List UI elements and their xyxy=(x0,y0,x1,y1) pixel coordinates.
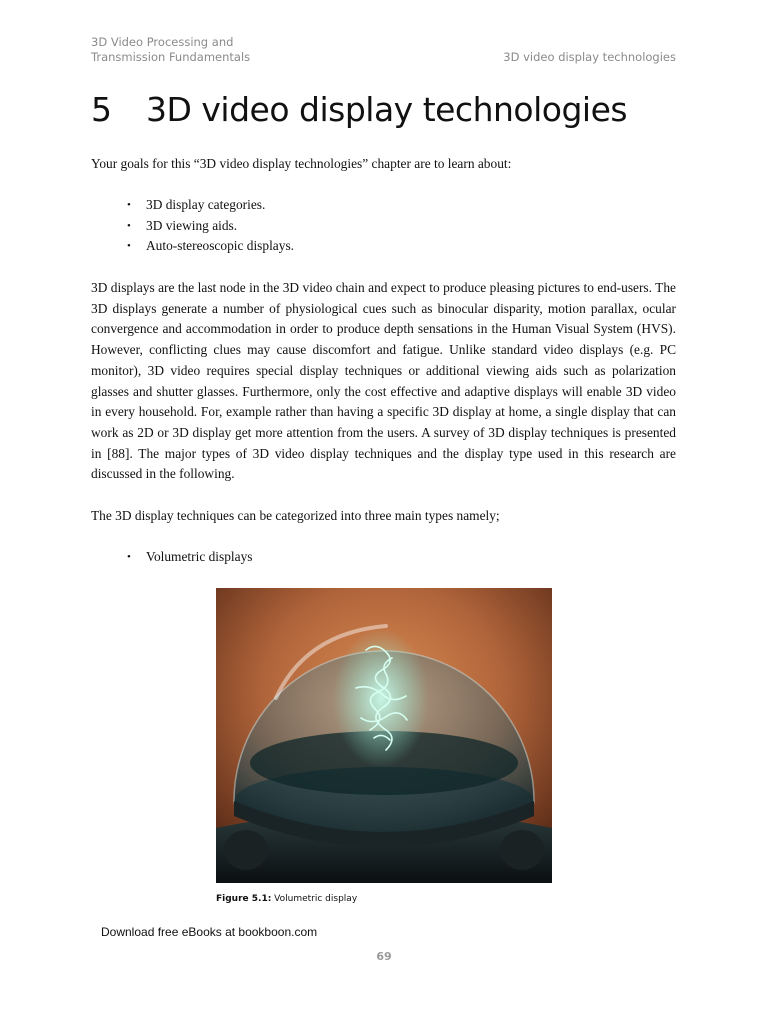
book-title xyxy=(91,35,250,65)
list-item: • 3D viewing aids. xyxy=(91,216,294,237)
chapter-heading xyxy=(91,90,627,129)
figure-label: Figure 5.1: xyxy=(216,894,272,904)
page-number: 69 xyxy=(376,950,392,963)
list-item: • 3D display categories. xyxy=(91,195,294,216)
list-item: • Auto-stereoscopic displays. xyxy=(91,236,294,257)
figure-caption-text: Volumetric display xyxy=(271,894,358,904)
list-item: • Volumetric displays xyxy=(91,547,253,568)
volumetric-display-illustration xyxy=(216,588,552,883)
chapter-number: 5 xyxy=(91,90,112,129)
body-paragraph: The 3D display techniques can be categorized into three main types namely; xyxy=(91,508,500,523)
chapter-goals-intro: Your goals for this “3D video display technologies” chapter are to learn about: xyxy=(91,156,512,171)
chapter-running-title: 3D video display technologies xyxy=(503,50,676,64)
figure-caption xyxy=(216,894,357,904)
book-title-line-2: Transmission Fundamentals xyxy=(91,50,251,64)
chapter-title: 3D video display technologies xyxy=(146,90,628,129)
goals-list xyxy=(91,195,294,257)
volumetric-display-image xyxy=(216,588,552,883)
running-header xyxy=(91,35,676,69)
body-paragraph: 3D displays are the last node in the 3D video chain and expect to produce pleasing pictures to end-users. The 3D displays generate a number of physiological cues such as binocular disparity, motion parallax, ocular convergence and accommodation in order to produce depth sensations in the Human Visual System (HVS). However, conflicting clues may cause discomfort and fatigue. Unlike standard video displays (e.g. PC monitor), 3D video requires special display techniques or additional viewing aids such as polarization glasses and shutter glasses. Furthermore, only the cost effective and adaptive displays will enable 3D video in every household. For, example rather than having a specific 3D display at home, a single display that can work as 2D or 3D display get more attention from the users. A survey of 3D display techniques is presented in [88]. The major types of 3D video display techniques and the display type used in this research are discussed in the following. xyxy=(91,280,676,482)
book-title-line-1: 3D Video Processing and xyxy=(91,35,234,49)
promo-text: Download free eBooks at bookboon.com xyxy=(101,925,318,939)
display-types-list xyxy=(91,547,253,568)
